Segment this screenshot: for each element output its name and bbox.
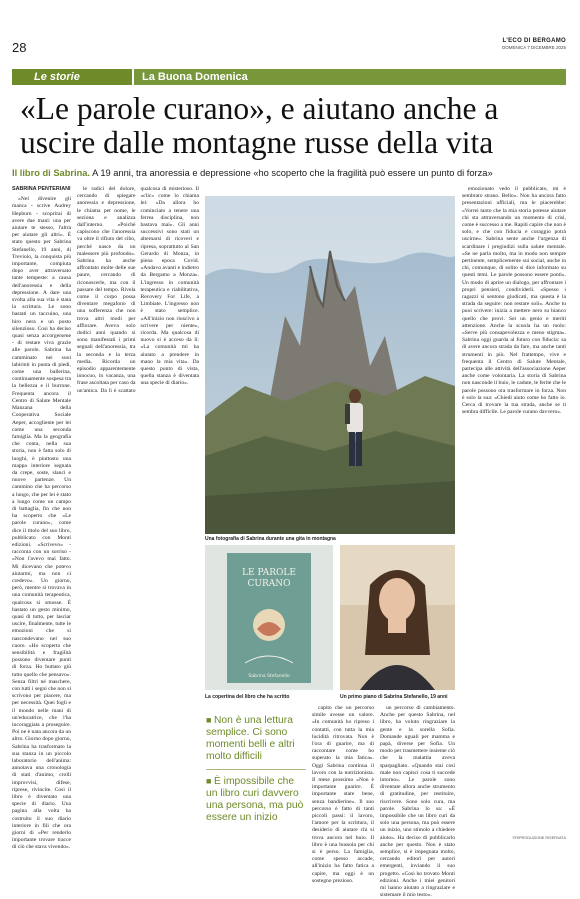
article-column-4: [380, 705, 455, 899]
column-2-text: le radici del dolore, cercando di spiegare anoressia e depressione, le chiama per nome, le seziona e analizza dall'interno. «Poichè capiscono che l'anoressia va oltre il rifiuto del cibo, perché nasce da un malessere più profondo». Sabrina ha anche affrontato molte delle sue paure, cercando di riconoscerle, ma con il passare del tempo. Rivela come il corpo possa diventare megafono di una sofferenza che non trova altri modi per affiorare. Aveva solo dodici anni quando si sono manifestati i primi segnali dell'anoressia, tra la seconda e la terza media. Ricorda un episodio apparentemente innocuo, in vacanza, una frase ascoltata per caso da un'amica. Da lì è scattato qualcosa di misterioso. Il «clic» come lo chiama lei: «Da allora ho cominciato a tenere una ferrea disciplina, non bastava mai». Gli anni successivi sono stati un alternarsi di ricoveri e ripresa, soprattutto al San Gerardo di Monza, in piena epoca Covid. «Andavo avanti e indietro da Bergamo a Monza». L'ingresso in comunità terapeutica e riabilitativa, Recovery For Life, a Limbiate. L'ingresso non è stato semplice. «All'inizio non riuscivo a scrivere per niente», ricorda. Ma qualcosa di nuovo si è acceso da lì: «La comunità mi ha aiutato a prendere in mano la mia vita». Da questo punto di vista, quella stanza è diventata una specie di diario».: [77, 186, 199, 394]
main-photo-caption: Una fotografia di Sabrina durante una gita in montagna: [205, 536, 336, 542]
portrait-photo: [340, 545, 455, 690]
subheadline: [12, 168, 572, 178]
book-title-line1: LE PAROLE: [242, 568, 296, 578]
masthead-date: DOMENICA 7 DICEMBRE 2025: [501, 45, 566, 50]
byline: SABRINA PENTERIANI: [12, 186, 71, 192]
pull-quote-2: ■ È impossibile che un libro curi davvero una persona, ma può essere un inizio: [206, 776, 304, 823]
column-3-text: capito che un percorso simile avesse un valore. «In comunità ho ripreso i contatti, con tutta la mia lucidità ritrovata. Non è l'ora di guarire, ma di raccontare come ho superato la mia fatica». Oggi Sabrina continua il lavoro con la nutrizionista. Il mese prossimo «Non è importante guarire. È importante stare bene, senza bandierine». Il suo percorso è fatto di tanti piccoli passi: il lavoro, l'amore per la scrittura, il desiderio di aiutare chi si trova ancora nel buio. Il libro è una bussola per chi si è perso. La famiglia, come spesso accade, all'inizio ha fatto fatica a capire, ma oggi è un sostegno prezioso.: [312, 705, 374, 884]
article-column-5: [462, 186, 566, 836]
pull-quote-divider: [206, 769, 306, 770]
subheadline-kicker: Il libro di Sabrina.: [12, 168, 91, 178]
section-label-stories: Le storie: [12, 69, 132, 85]
article-column-3: [312, 705, 374, 884]
article-column-1: [12, 186, 71, 851]
masthead: [502, 38, 566, 50]
book-author: Sabrina Stefanello: [248, 674, 290, 679]
article-column-2: [77, 186, 199, 818]
column-4-text: un percorso di cambiamento. Anche per questo Sabrina, nel libro, ha voluto ringraziare la gente e la sorella Sofia. Domande uguali per mamma e papà, diverse per Sofia. Un modo per trasmettere insieme ciò che la malattia aveva sparpagliato. «Quando stai così male non capisci cosa ti succede intorno». Le parole sono diventate allora anche strumento di gratitudine, per restituire, riscrivere. Sono solo cura, ma parole. Sabrina lo sa: «È impossibile che un libro curi da solo una persona, ma può essere un inizio, uno stimolo a chiedere aiuto». Ha deciso di pubblicarlo anche per questo. Non è stato semplice, si è impegnata molto, cercando editori per autori emergenti, inviando il suo progetto. «Così ho trovato Monti edizioni. Anche i miei genitori mi hanno aiutato a ringraziare e sistemare il mio testo».: [380, 705, 455, 899]
masthead-paper: L'ECO DI BERGAMO: [502, 38, 566, 44]
portrait-caption: Un primo piano di Sabrina Stefanello, 19 anni: [340, 694, 448, 700]
mountain-photo: [205, 196, 455, 534]
copyright-credit: ©RIPRODUZIONE RISERVATA: [512, 836, 566, 840]
pull-quote-1: ■ Non è una lettura semplice. Ci sono momenti belli e altri molto difficili: [206, 715, 295, 762]
subheadline-text: A 19 anni, tra anoressia e depressione «ho scoperto che la fragilità può essere un punto di forza»: [90, 168, 493, 178]
section-label-good-sunday: La Buona Domenica: [134, 69, 566, 85]
book-caption: La copertina del libro che ha scritto: [205, 694, 290, 700]
page-number: 28: [12, 40, 27, 55]
book-cover-image: [205, 545, 333, 690]
column-1-text: «Nel divenire gli manca - scrive Audrey Hepburn - scoprirai di avere due mani: una per aiutare te stesso, l'altra per aiutare gli altri». È stato questo per Sabrina Stefanello, 19 anni, di Treviolo, la conquista più importante, compiuta dopo aver attraversato tante tempeste: a causa dell'anoressia e della depressione. A dare una svolta alla sua vita è stata la scrittura. Le sono bastati un taccuino, una biro nera e un posto silenzioso. Così ha deciso quasi senza accorgersene - di restare viva grazie alle parole. Sabrina ha camminato nei suoi labirinti in punta di piedi, come una ballerina, continuamente sospesa tra la bellezza e il burrone. Frequenta ancora il Centro di Salute Mentale Manzana della Cooperativa Sociale Aeper, accogliente per lei come una seconda famiglia. Ma la geografia che conta, nella sua storia, non è fatta solo di luoghi, è piuttosto una mappa interiore segnata da crepe, soste, slanci e nuove partenze. Un cammino che ha percorso a lungo, che per lei è stato a lungo come un campo di battaglia, fin che non ha scoperto che «Le parole curano», come dice il titolo del suo libro, pubblicato con Monti edizioni. «Scrivevo» - racconta con un sorriso - «Non l'avevo mai fatto. Mi dicevano che potevo aiutarmi, ma non ci credevo». Un giorno, però, mentre si trovava in una comunità terapeutica, qualcosa si smosse. È bastato un gesto minimo, quasi di tutto, per lasciar uscire, finalmente, tutte le emozioni che si nascondevano nel suo cuore. «Ho scoperto che sensibilità e fragilità possono diventare punti di forza. Ho buttato giù tutto quello che pensavo». Senza filtri né maschere, con tutti i segni che non si scrivono per piacere, ma per necessità. Quei fogli e il mondo nelle mani di un'educatrice, che l'ha incoraggiata a proseguire. Poi ne è nata ancora da un altro. Giorno dopo giorno, Sabrina ha trasformato la sua stanza in un piccolo laboratorio dell'anima: annotava una cronologia di stati d'animo, crolli improvvisi, difese, riprese, rivincite. Così il libro è diventato una specie di diario. Una pagina alla volta ha costruito il suo diario interiore in fili che ora giorni di «Per renderlo importante trovare tracce di ciò che stava vivendo».: [12, 196, 71, 851]
column-5-text: emozionato vedo il pubblicato, mi è sembrato strano. Bello». Non ha ancora fatto presentazioni ufficiali, ma le piacerebbe: «Vorrei tanto che la mia storia potesse aiutare chi sta attraversando un momento di crisi, come è successo a me. Rapiti capire che non è solo, e che con fiducia e coraggio potrà uscirne». Sabrina sente anche l'urgenza di scardinare i pregiudizi sulla salute mentale. «Se ne parla molto, ma in modo non sempre pertinente, semplicemente sui social, anche in chi, comunque, di solito si dice informato su questi temi. Le parole possono essere ponti». Un modo di aprire un dialogo, per affrontare i propri pensieri, condividerli. «Spesso i ragazzi si sentono giudicati, ma questa è la strada da seguire: non restare soli». Anche tu puoi scrivere: inizia a mettere nero su bianco quello che provi. Sei un genio e meriti attenzione. Anche la scuola ha un ruolo: «Serve più consapevolezza e meno stigma». Sabrina oggi guarda al futuro con fiducia: sa di avere ancora strada da fare, ma anche tanti strumenti in più. Nel frattempo, vive e frequenta il Centro di Salute Mentale, partecipa alle attività dell'associazione Aeper anche come volontaria. La storia di Sabrina non nasconde il buio, le cadute, le ferite che le parole possono ora trasformare in forza. Non è solo la sua: «Chiedi aiuto come ho fatto io. Cerca di trovare la tua strada, anche se ti sembra difficile. Le parole curano davvero».: [462, 186, 566, 416]
pull-quotes: [206, 714, 306, 824]
headline: «Le parole curano», e aiutano anche a uscire dalle montagne russe della vita: [20, 91, 499, 160]
book-title-line2: CURANO: [247, 579, 291, 589]
